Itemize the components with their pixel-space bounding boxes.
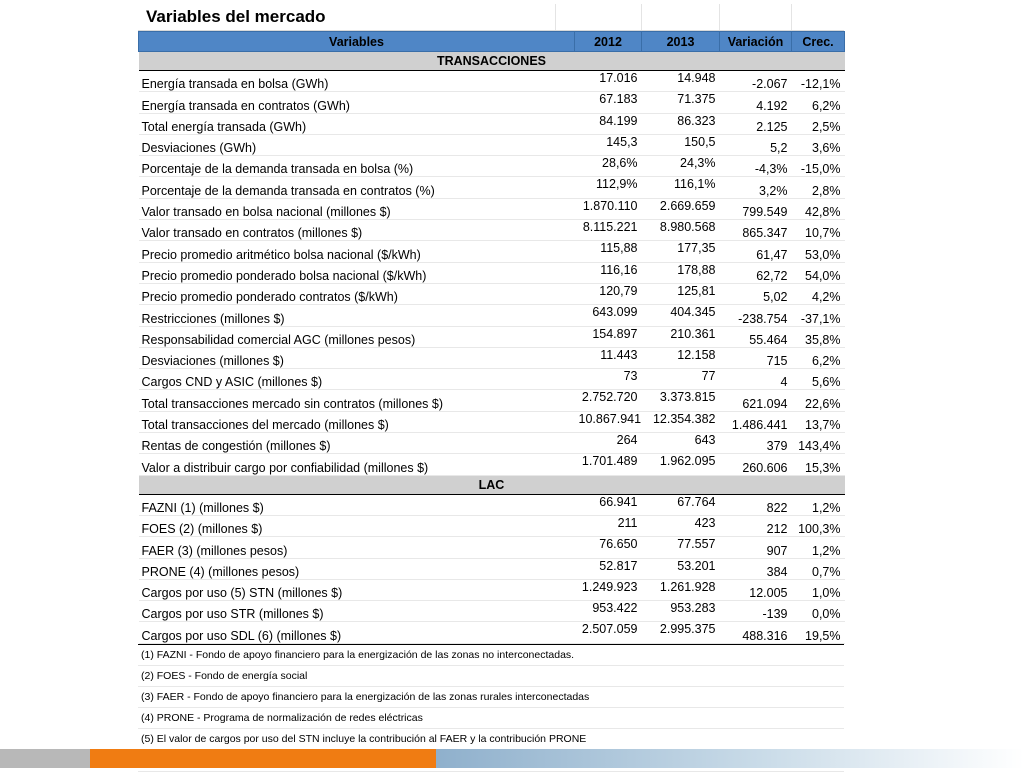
header-variables: Variables [139,32,575,52]
value-variacion: 3,2% [720,177,792,198]
value-crec: 2,5% [792,113,845,134]
table-row [139,515,845,536]
value-2012: 145,3 [575,134,642,155]
value-crec: 42,8% [792,198,845,219]
value-variacion: 384 [720,558,792,579]
value-variacion: 4 [720,369,792,390]
value-variacion: 4.192 [720,92,792,113]
value-2012: 67.183 [575,92,642,113]
value-2013: 67.764 [642,494,720,515]
value-variacion: 715 [720,347,792,368]
table-body [139,52,845,644]
value-2012: 264 [575,433,642,454]
value-variacion: 379 [720,433,792,454]
row-label: Restricciones (millones $) [139,305,575,326]
footer-orange-block [90,749,436,768]
row-label: FOES (2) (millones $) [139,515,575,536]
value-variacion: 212 [720,515,792,536]
value-variacion: 260.606 [720,454,792,475]
value-2013: 24,3% [642,156,720,177]
value-2013: 423 [642,515,720,536]
value-crec: 3,6% [792,134,845,155]
table-row [139,622,845,643]
footnote: (1) FAZNI - Fondo de apoyo financiero para la energización de las zonas no interconectadas. [138,645,844,666]
value-crec: 6,2% [792,347,845,368]
value-2013: 116,1% [642,177,720,198]
value-crec: 1,2% [792,537,845,558]
value-crec: 100,3% [792,515,845,536]
table-row [139,305,845,326]
row-label: Total energía transada (GWh) [139,113,575,134]
value-crec: 35,8% [792,326,845,347]
value-crec: 0,0% [792,601,845,622]
table-row [139,537,845,558]
value-variacion: -2.067 [720,71,792,92]
value-2012: 2.752.720 [575,390,642,411]
table-row [139,262,845,283]
value-crec: 6,2% [792,92,845,113]
row-label: Cargos por uso SDL (6) (millones $) [139,622,575,643]
value-2013: 150,5 [642,134,720,155]
table-row [139,177,845,198]
value-2013: 12.354.382 [642,411,720,432]
value-2013: 86.323 [642,113,720,134]
table-row [139,134,845,155]
value-crec: 0,7% [792,558,845,579]
table-header [139,32,845,52]
value-variacion: 5,02 [720,283,792,304]
value-variacion: 2.125 [720,113,792,134]
value-2013: 12.158 [642,347,720,368]
value-crec: 1,2% [792,494,845,515]
table-row [139,433,845,454]
row-label: Valor transado en contratos (millones $) [139,220,575,241]
value-2012: 66.941 [575,494,642,515]
footer-gray-block [0,749,90,768]
value-2012: 211 [575,515,642,536]
row-label: Porcentaje de la demanda transada en bolsa (%) [139,156,575,177]
table-row [139,326,845,347]
row-label: FAZNI (1) (millones $) [139,494,575,515]
table-row [139,283,845,304]
value-2012: 28,6% [575,156,642,177]
table-row [139,579,845,600]
value-crec: 19,5% [792,622,845,643]
value-2013: 2.995.375 [642,622,720,643]
footnote: (5) El valor de cargos por uso del STN incluye la contribución al FAER y la contribución PRONE [138,729,844,750]
value-2013: 8.980.568 [642,220,720,241]
header-variacion: Variación [720,32,792,52]
table-row [139,390,845,411]
value-2013: 3.373.815 [642,390,720,411]
value-2012: 643.099 [575,305,642,326]
value-variacion: 488.316 [720,622,792,643]
value-2012: 116,16 [575,262,642,283]
value-2013: 125,81 [642,283,720,304]
value-crec: 22,6% [792,390,845,411]
table-row [139,220,845,241]
value-2013: 14.948 [642,71,720,92]
value-2013: 77.557 [642,537,720,558]
footnote: (2) FOES - Fondo de energía social [138,666,844,687]
value-crec: 15,3% [792,454,845,475]
value-variacion: -238.754 [720,305,792,326]
table-row [139,113,845,134]
row-label: Desviaciones (millones $) [139,347,575,368]
value-2013: 1.962.095 [642,454,720,475]
row-label: Valor a distribuir cargo por confiabilidad (millones $) [139,454,575,475]
table-row [139,71,845,92]
value-variacion: 621.094 [720,390,792,411]
table-row [139,494,845,515]
footer-gradient-block [436,749,1024,768]
value-2013: 953.283 [642,601,720,622]
table-row [139,454,845,475]
value-crec: 2,8% [792,177,845,198]
row-label: Precio promedio ponderado contratos ($/kWh) [139,283,575,304]
value-2013: 210.361 [642,326,720,347]
row-label: Precio promedio ponderado bolsa nacional ($/kWh) [139,262,575,283]
value-variacion: 1.486.441 [720,411,792,432]
market-table [138,31,845,644]
row-label: Porcentaje de la demanda transada en contratos (%) [139,177,575,198]
value-2013: 71.375 [642,92,720,113]
value-2013: 643 [642,433,720,454]
value-2012: 84.199 [575,113,642,134]
row-label: Total transacciones del mercado (millones $) [139,411,575,432]
value-variacion: 822 [720,494,792,515]
value-2013: 1.261.928 [642,579,720,600]
footnote: (3) FAER - Fondo de apoyo financiero para la energización de las zonas rurales interconectadas [138,687,844,708]
row-label: Total transacciones mercado sin contratos (millones $) [139,390,575,411]
table-row [139,411,845,432]
row-label: PRONE (4) (millones pesos) [139,558,575,579]
value-2013: 177,35 [642,241,720,262]
value-crec: -15,0% [792,156,845,177]
value-2012: 112,9% [575,177,642,198]
spreadsheet [138,4,844,772]
value-crec: 10,7% [792,220,845,241]
table-row [139,92,845,113]
value-2012: 11.443 [575,347,642,368]
value-2013: 2.669.659 [642,198,720,219]
value-2013: 53.201 [642,558,720,579]
table-row [139,156,845,177]
title-row [138,4,844,31]
row-label: Desviaciones (GWh) [139,134,575,155]
value-crec: 54,0% [792,262,845,283]
value-crec: 143,4% [792,433,845,454]
value-2012: 1.701.489 [575,454,642,475]
value-crec: -12,1% [792,71,845,92]
value-2012: 76.650 [575,537,642,558]
row-label: Valor transado en bolsa nacional (millones $) [139,198,575,219]
value-2012: 1.249.923 [575,579,642,600]
table-row [139,241,845,262]
row-label: Cargos por uso STR (millones $) [139,601,575,622]
value-2012: 154.897 [575,326,642,347]
value-crec: 1,0% [792,579,845,600]
value-variacion: 865.347 [720,220,792,241]
value-variacion: 5,2 [720,134,792,155]
value-2012: 52.817 [575,558,642,579]
value-2012: 2.507.059 [575,622,642,643]
value-variacion: 62,72 [720,262,792,283]
value-variacion: 907 [720,537,792,558]
section-header [139,475,845,494]
footer-bar [0,749,1024,768]
header-2013: 2013 [642,32,720,52]
section-title: LAC [139,475,845,494]
row-label: Energía transada en contratos (GWh) [139,92,575,113]
value-crec: 4,2% [792,283,845,304]
value-2013: 77 [642,369,720,390]
row-label: Cargos por uso (5) STN (millones $) [139,579,575,600]
value-2013: 178,88 [642,262,720,283]
value-variacion: 799.549 [720,198,792,219]
row-label: FAER (3) (millones pesos) [139,537,575,558]
value-crec: 13,7% [792,411,845,432]
value-2012: 1.870.110 [575,198,642,219]
value-variacion: -139 [720,601,792,622]
value-2012: 953.422 [575,601,642,622]
value-crec: -37,1% [792,305,845,326]
header-crec: Crec. [792,32,845,52]
value-variacion: -4,3% [720,156,792,177]
row-label: Rentas de congestión (millones $) [139,433,575,454]
value-2012: 10.867.941 [575,411,642,432]
table-row [139,198,845,219]
value-variacion: 61,47 [720,241,792,262]
value-2012: 73 [575,369,642,390]
value-2012: 8.115.221 [575,220,642,241]
row-label: Precio promedio aritmético bolsa nacional ($/kWh) [139,241,575,262]
value-variacion: 12.005 [720,579,792,600]
footnote: (4) PRONE - Programa de normalización de redes eléctricas [138,708,844,729]
page-title: Variables del mercado [146,7,326,26]
row-label: Energía transada en bolsa (GWh) [139,71,575,92]
value-crec: 5,6% [792,369,845,390]
value-2012: 17.016 [575,71,642,92]
section-title: TRANSACCIONES [139,52,845,71]
table-row [139,601,845,622]
table-row [139,347,845,368]
row-label: Responsabilidad comercial AGC (millones pesos) [139,326,575,347]
value-crec: 53,0% [792,241,845,262]
value-2012: 120,79 [575,283,642,304]
row-label: Cargos CND y ASIC (millones $) [139,369,575,390]
table-row [139,369,845,390]
value-2013: 404.345 [642,305,720,326]
value-2012: 115,88 [575,241,642,262]
table-row [139,558,845,579]
value-variacion: 55.464 [720,326,792,347]
section-header [139,52,845,71]
header-2012: 2012 [575,32,642,52]
